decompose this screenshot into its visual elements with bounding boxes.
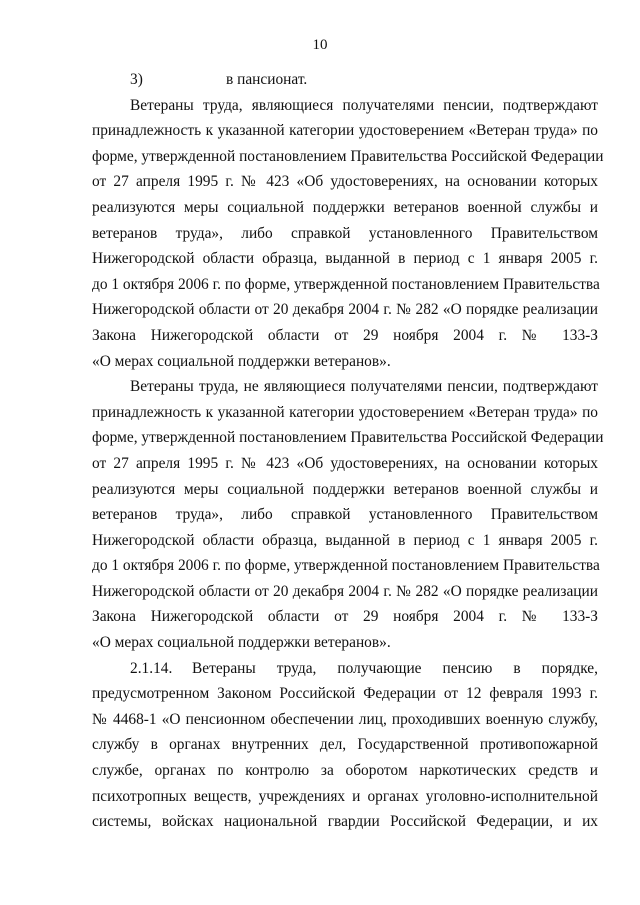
paragraph-line: Ветераны труда, не являющиеся получателями пенсии, подтверждают [130,378,598,396]
paragraph-line: «О мерах социальной поддержки ветеранов». [92,352,391,370]
paragraph-first-line [92,656,598,682]
paragraph-line: ветеранов труда», либо справкой установленного Правительством [92,224,598,242]
paragraph-line: до 1 октября 2006 г. по форме, утвержденной постановлением Правительства [92,557,600,575]
paragraph-line: Нижегородской области образца, выданной в период с 1 января 2005 г. [92,250,598,268]
paragraph-2-1-14 [92,656,598,835]
paragraph-line: Нижегородской области от 20 декабря 2004 г. № 282 «О порядке реализации [92,582,598,600]
paragraph-line: принадлежность к указанной категории удостоверением «Ветеран труда» по [92,122,598,140]
paragraph-line: Ветераны труда, получающие пенсию в порядке, [192,659,598,677]
list-item-number: 3) [130,71,143,88]
paragraph-line: ветеранов труда», либо справкой установленного Правительством [92,506,598,524]
paragraph-line: системы, войсках национальной гвардии Российской Федерации, и их [92,813,598,831]
paragraph-line: Ветераны труда, являющиеся получателями пенсии, подтверждают [130,96,598,114]
paragraph-line: от 27 апреля 1995 г. № 423 «Об удостоверениях, на основании которых [92,173,598,191]
paragraph-line: Нижегородской области образца, выданной в период с 1 января 2005 г. [92,531,598,549]
document-body [92,67,604,835]
paragraph-line: психотропных веществ, учреждениях и органах уголовно-исполнительной [92,787,598,805]
paragraph-line: Закона Нижегородской области от 29 ноября 2004 г. № 133-З [92,326,598,344]
paragraph-line: Нижегородской области от 20 декабря 2004 г. № 282 «О порядке реализации [92,301,598,319]
paragraph-line: Закона Нижегородской области от 29 ноября 2004 г. № 133-З [92,608,598,626]
list-item-text: в пансионат. [226,71,308,88]
paragraph-non-pension-recipients [92,374,604,656]
page-number: 10 [312,37,328,53]
paragraph-line: предусмотренном Законом Российской Федерации от 12 февраля 1993 г. [92,685,598,703]
section-number: 2.1.14. [130,659,173,677]
list-item [92,67,598,93]
paragraph-line: принадлежность к указанной категории удостоверением «Ветеран труда» по [92,403,598,421]
paragraph-line: «О мерах социальной поддержки ветеранов». [92,634,391,652]
paragraph-line: до 1 октября 2006 г. по форме, утвержденной постановлением Правительства [92,275,600,293]
paragraph-line: реализуются меры социальной поддержки ветеранов военной службы и [92,480,598,498]
paragraph-line: от 27 апреля 1995 г. № 423 «Об удостоверениях, на основании которых [92,454,598,472]
paragraph-line: службу в органах внутренних дел, Государственной противопожарной [92,736,598,754]
paragraph-pension-recipients [92,93,604,375]
paragraph-line: № 4468-1 «О пенсионном обеспечении лиц, проходивших военную службу, [92,710,598,728]
paragraph-line: форме, утвержденной постановлением Правительства Российской Федерации [92,147,604,165]
paragraph-line: реализуются меры социальной поддержки ветеранов военной службы и [92,198,598,216]
paragraph-line: форме, утвержденной постановлением Правительства Российской Федерации [92,429,604,447]
paragraph-line: службе, органах по контролю за оборотом наркотических средств и [92,762,598,780]
